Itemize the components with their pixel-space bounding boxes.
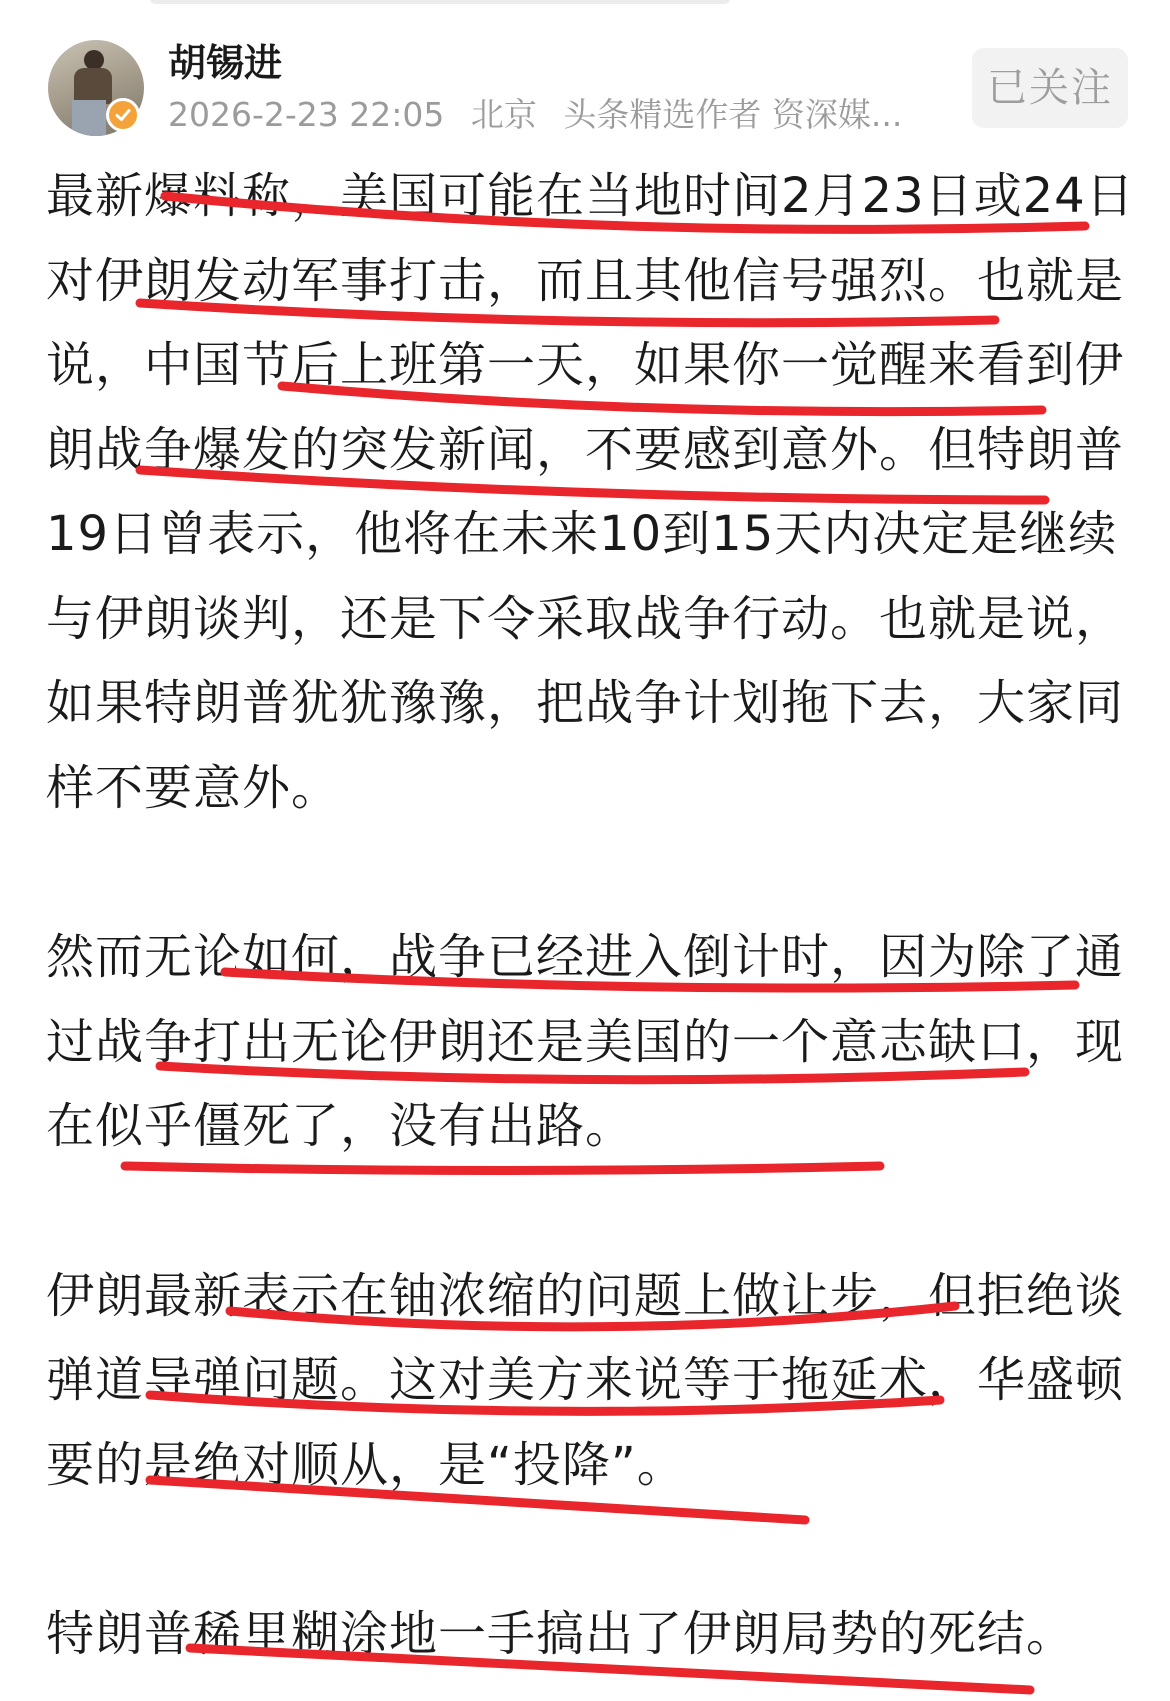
author-name[interactable]: 胡锡进 [168, 41, 283, 85]
paragraph-gap [46, 1169, 1136, 1254]
avatar-figure-body [74, 68, 112, 104]
follow-button[interactable]: 已关注 [972, 48, 1128, 128]
post-paragraph-4: 特朗普稀里糊涂地一手搞出了伊朗局势的死结。 [46, 1606, 1076, 1662]
post-date: 2026-2-23 22:05 [168, 95, 445, 134]
post-paragraph-2: 然而无论如何，战争已经进入倒计时，因为除了通过战争打出无论伊朗还是美国的一个意志缺口，现在似乎僵死了，没有出路。 [46, 929, 1125, 1154]
avatar-figure-legs [72, 100, 106, 136]
check-icon [114, 106, 132, 124]
post-location: 北京 [470, 95, 537, 134]
post-meta [168, 94, 940, 136]
author-title: 头条精选作者 资深媒... [563, 95, 903, 134]
paragraph-gap [46, 1507, 1136, 1592]
avatar-figure-head [84, 50, 104, 70]
post-body [46, 154, 1136, 1677]
post-paragraph-3: 伊朗最新表示在铀浓缩的问题上做让步，但拒绝谈弹道导弹问题。这对美方来说等于拖延术，华盛顿要的是绝对顺从，是“投降”。 [46, 1267, 1125, 1493]
post-header [0, 0, 1170, 150]
paragraph-gap [46, 830, 1136, 915]
verified-badge-icon [106, 98, 140, 132]
post-paragraph-1: 最新爆料称，美国可能在当地时间2月23日或24日对伊朗发动军事打击，而且其他信号强烈。也就是说，中国节后上班第一天，如果你一觉醒来看到伊朗战争爆发的突发新闻，不要感到意外。但特朗普19日曾表示，他将在未来10到15天内决定是继续与伊朗谈判，还是下令采取战争行动。也就是说，如果特朗普犹犹豫豫，把战争计划拖下去，大家同样不要意外。 [46, 168, 1135, 816]
